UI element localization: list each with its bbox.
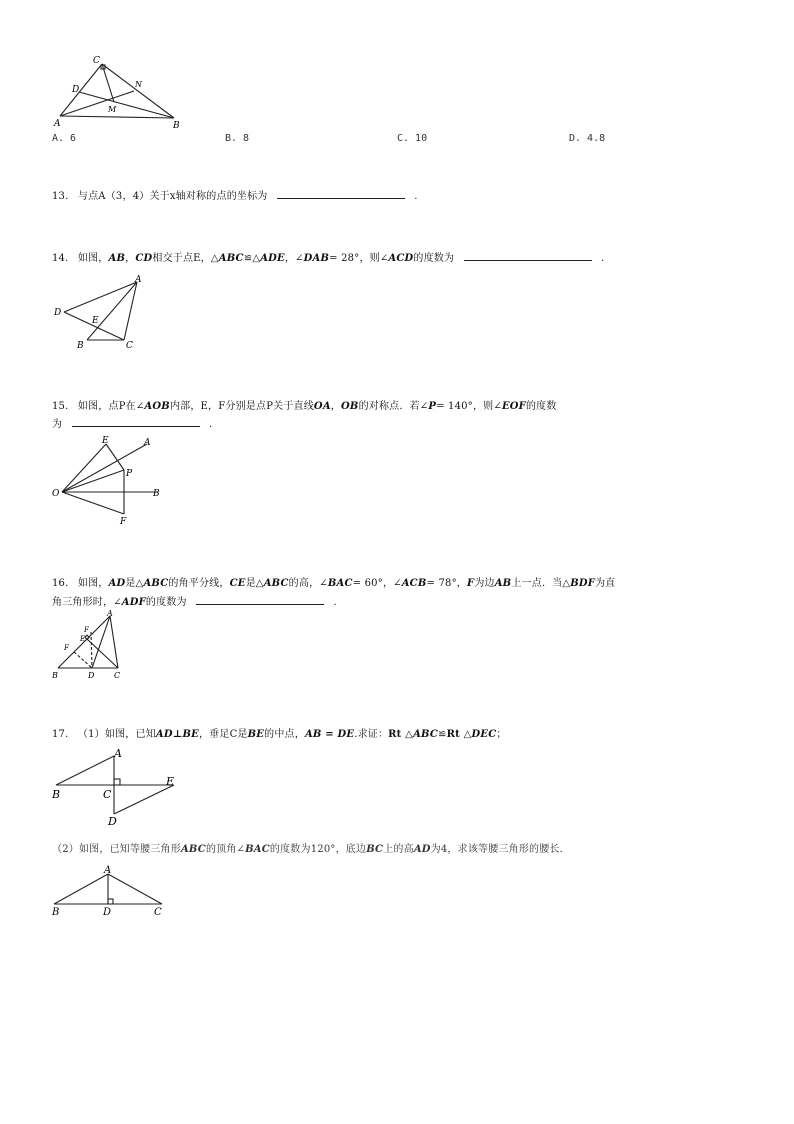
q15-eq: = 140° xyxy=(436,401,473,412)
q15-text-5: 的度数 xyxy=(525,401,557,412)
q17-label-c: C xyxy=(103,788,112,801)
q15-text-4: ，则∠ xyxy=(472,401,502,412)
q16-bac: BAC xyxy=(327,578,353,589)
q17-abc: ABC xyxy=(413,729,439,740)
q17-number: 17. xyxy=(52,729,69,740)
q12-option-b: B. 8 xyxy=(225,133,250,144)
q12-label-a: A xyxy=(54,119,61,129)
q14-text-3: ，则∠ xyxy=(359,253,389,264)
q17-text-3: 的中点， xyxy=(264,729,305,740)
q16-bdf: BDF xyxy=(570,578,596,589)
q14-number: 14. xyxy=(52,253,69,264)
q15-aob: AOB xyxy=(144,401,170,412)
q15-end: . xyxy=(208,419,213,430)
q17-label-b: B xyxy=(52,788,61,801)
q17-text-4: .求证： xyxy=(354,729,389,740)
q16-label-c: C xyxy=(114,671,121,680)
q14-label-b: B xyxy=(77,341,84,351)
q17-label-d: D xyxy=(108,815,117,828)
q12-option-a: A. 6 xyxy=(52,133,77,144)
q14-text-2: 相交于点E，△ xyxy=(152,253,219,264)
q14-answer-blank[interactable] xyxy=(464,251,592,261)
q14-figure xyxy=(52,274,152,354)
q17-figure-2 xyxy=(50,862,170,917)
q16-ce: CE xyxy=(229,578,246,589)
q17-2-text-b: 的顶角∠ xyxy=(205,844,246,855)
q16-label-d: D xyxy=(88,671,95,680)
q16-text-2: 是△ xyxy=(125,578,144,589)
q16-line2-a: 角三角形时，∠ xyxy=(52,597,122,608)
q15-label-e: E xyxy=(102,436,109,446)
question-14 xyxy=(52,249,604,264)
q14-label-d: D xyxy=(54,308,62,318)
q15-number: 15. xyxy=(52,401,69,412)
q13-text: 与点A（3，4）关于x轴对称的点的坐标为 xyxy=(77,191,268,202)
q16-label-e: E xyxy=(80,635,86,643)
q16-end: . xyxy=(333,597,337,608)
q16-f: F xyxy=(467,578,475,589)
question-13 xyxy=(52,187,418,202)
q17-2-bac: BAC xyxy=(245,844,270,855)
q14-eq: = 28° xyxy=(329,253,360,264)
q17-label-a: A xyxy=(114,748,122,760)
q14-cd: CD xyxy=(135,253,153,264)
q17-2-text-e: 为4，求该等腰三角形的腰长． xyxy=(430,844,570,855)
q15-label-b: B xyxy=(153,489,160,499)
q15-text-3: 的对称点．若∠ xyxy=(358,401,429,412)
q17-2-label-d: D xyxy=(103,907,112,917)
question-17-part-2 xyxy=(52,840,570,855)
q16-eq1: = 60° xyxy=(352,578,383,589)
q16-text-6: ，∠ xyxy=(382,578,402,589)
q16-text-1: 如图， xyxy=(77,578,109,589)
q15-label-f: F xyxy=(120,517,127,527)
q16-label-a: A xyxy=(107,610,113,618)
q14-acd: ACD xyxy=(388,253,414,264)
q12-option-c: C. 10 xyxy=(397,133,428,144)
q17-dec: DEC xyxy=(471,729,497,740)
q16-text-8: 为边 xyxy=(474,578,495,589)
q15-eof: EOF xyxy=(501,401,526,412)
q15-ob: OB xyxy=(341,401,359,412)
q16-figure xyxy=(52,610,127,682)
q15-label-o: O xyxy=(52,489,60,499)
q17-be: BE xyxy=(247,729,265,740)
q16-number: 16. xyxy=(52,578,69,589)
q16-text-9: 上一点．当△ xyxy=(511,578,571,589)
q16-text-10: 为直 xyxy=(595,578,616,589)
question-16-line-2 xyxy=(52,593,337,608)
q12-label-m: M xyxy=(108,105,117,114)
q15-text-1: 如图，点P在∠ xyxy=(77,401,145,412)
q15-line2: 为 xyxy=(52,419,63,430)
question-17 xyxy=(52,725,507,740)
q16-label-b: B xyxy=(52,671,58,680)
q17-cong: ≌ xyxy=(438,729,447,740)
q14-label-a: A xyxy=(135,275,142,285)
q16-text-5: 的高，∠ xyxy=(288,578,328,589)
q16-text-4: 是△ xyxy=(245,578,264,589)
q16-abc: ABC xyxy=(143,578,169,589)
q17-rt-2: Rt △ xyxy=(446,729,472,740)
q15-sep: ， xyxy=(330,401,341,412)
q15-answer-blank[interactable] xyxy=(72,417,200,427)
q14-label-e: E xyxy=(92,316,99,326)
q12-label-d: D xyxy=(72,85,80,95)
question-15 xyxy=(52,397,557,412)
q12-label-c: C xyxy=(93,56,100,66)
q14-text-4: 的度数为 xyxy=(413,253,455,264)
q16-answer-blank[interactable] xyxy=(196,595,324,605)
q17-label-e: E xyxy=(166,775,175,788)
q14-abc: ABC xyxy=(218,253,244,264)
q16-adf: ADF xyxy=(121,597,146,608)
q16-line2-b: 的度数为 xyxy=(145,597,187,608)
q17-text-2: ，垂足C是 xyxy=(198,729,248,740)
q17-2-bc: BC xyxy=(366,844,384,855)
q17-2-label-c: C xyxy=(154,907,162,917)
q13-number: 13. xyxy=(52,191,69,202)
q16-abc-2: ABC xyxy=(263,578,289,589)
q16-acb: ACB xyxy=(401,578,427,589)
q12-label-b: B xyxy=(173,121,180,131)
q14-sep: ， xyxy=(125,253,136,264)
q14-end: . xyxy=(601,253,605,264)
q14-ade: ADE xyxy=(260,253,285,264)
q12-label-n: N xyxy=(135,80,142,89)
q16-ad: AD xyxy=(108,578,126,589)
q15-label-a: A xyxy=(144,438,151,448)
q12-figure xyxy=(52,54,182,132)
q15-label-p: P xyxy=(126,469,133,479)
q13-end: . xyxy=(414,191,418,202)
q17-2-text-d: 上的高 xyxy=(383,844,414,855)
q16-ab: AB xyxy=(494,578,512,589)
q17-2-ad: AD xyxy=(413,844,431,855)
q16-label-f-top: F xyxy=(84,626,89,634)
q17-2-label-b: B xyxy=(52,907,60,917)
q17-text-5: ； xyxy=(496,729,507,740)
q16-label-f-left: F xyxy=(64,644,69,652)
q14-label-c: C xyxy=(126,341,133,351)
q13-answer-blank[interactable] xyxy=(277,189,405,199)
q14-text-1: 如图， xyxy=(77,253,109,264)
q15-text-2: 内部，E，F分别是点P关于直线 xyxy=(169,401,314,412)
q17-2-text-c: 的度数为120°，底边 xyxy=(269,844,367,855)
q17-2-label-a: A xyxy=(104,865,112,876)
q16-text-7: ， xyxy=(456,578,467,589)
q15-p: P xyxy=(428,401,437,412)
q16-text-3: 的角平分线， xyxy=(168,578,230,589)
q15-oa: OA xyxy=(313,401,331,412)
q17-text-1: （1）如图，已知 xyxy=(77,729,156,740)
q17-ad-perp-be: AD⊥BE xyxy=(155,729,199,740)
q12-option-d: D. 4.8 xyxy=(569,133,606,144)
q17-2-abc: ABC xyxy=(180,844,206,855)
q17-ab-eq-de: AB = DE xyxy=(304,729,355,740)
q17-figure-1 xyxy=(52,748,182,828)
q14-ab: AB xyxy=(108,253,126,264)
q14-sep2: ，∠ xyxy=(284,253,304,264)
q17-2-text-a: （2）如图，已知等腰三角形 xyxy=(52,844,181,855)
q14-dab: DAB xyxy=(303,253,330,264)
q14-cong: ≌△ xyxy=(243,253,261,264)
question-15-line-2 xyxy=(52,415,212,430)
question-16 xyxy=(52,574,615,589)
q16-eq2: = 78° xyxy=(426,578,457,589)
q15-figure xyxy=(52,434,167,529)
q17-rt-1: Rt △ xyxy=(388,729,414,740)
